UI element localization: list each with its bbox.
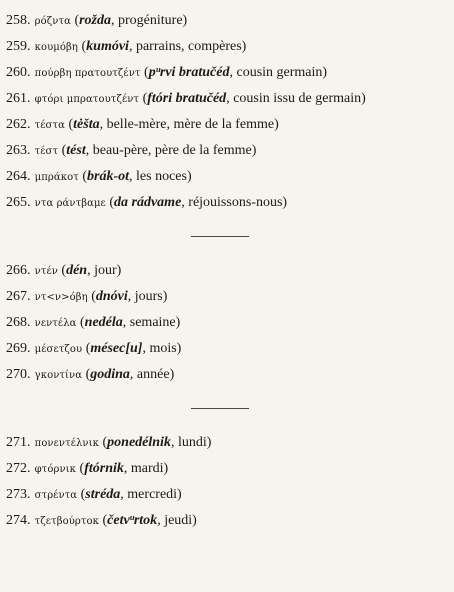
gloss: , jeudi)	[157, 513, 197, 528]
entry-number: 274.	[6, 513, 31, 528]
greek-word: φτόρι μπρατουτζέντ	[34, 94, 140, 105]
gloss: , jour)	[87, 263, 122, 278]
open-paren: (	[70, 13, 80, 28]
entry-group-1	[6, 8, 446, 216]
open-paren: (	[139, 91, 148, 106]
entry-number: 262.	[6, 117, 31, 132]
separator-rule	[191, 408, 249, 409]
open-paren: (	[98, 513, 108, 528]
open-paren: (	[87, 289, 96, 304]
gloss: , lundi)	[170, 435, 212, 450]
entry-265	[6, 190, 446, 216]
transliteration: tėšta	[73, 117, 100, 132]
greek-word: ρόζντα	[34, 16, 71, 27]
entry-272	[6, 456, 446, 482]
entry-number: 259.	[6, 39, 31, 54]
entry-268	[6, 310, 446, 336]
open-paren: (	[76, 461, 85, 476]
entry-261	[6, 86, 446, 112]
entry-number: 258.	[6, 13, 31, 28]
gloss: , réjouissons-nous)	[181, 195, 288, 210]
greek-word: τζετβούρτοκ	[34, 516, 99, 527]
transliteration: pᵘrvi bratučéd	[148, 65, 230, 80]
entry-262	[6, 112, 446, 138]
greek-word: μπράκοτ	[34, 172, 79, 183]
open-paren: (	[58, 143, 67, 158]
entry-number: 273.	[6, 487, 31, 502]
transliteration: dnóvi	[95, 289, 128, 304]
entry-group-3	[6, 430, 446, 534]
greek-word: γκοντίνα	[34, 370, 83, 381]
entry-number: 268.	[6, 315, 31, 330]
gloss: , mercredi)	[120, 487, 182, 502]
entry-group-2	[6, 258, 446, 388]
entry-266	[6, 258, 446, 284]
entry-267	[6, 284, 446, 310]
transliteration: brák-ot	[87, 169, 130, 184]
gloss: , mois)	[142, 341, 182, 356]
greek-word: ντα ράντβαμε	[34, 198, 106, 209]
greek-word: μέσετζου	[34, 344, 83, 355]
entry-number: 261.	[6, 91, 31, 106]
section-separator	[6, 388, 446, 430]
transliteration: nedéla	[84, 315, 123, 330]
greek-word: ντέν	[34, 266, 58, 277]
gloss: , beau-père, père de la femme)	[85, 143, 257, 158]
open-paren: (	[140, 65, 149, 80]
entry-270	[6, 362, 446, 388]
greek-word: στρέντα	[34, 490, 78, 501]
open-paren: (	[105, 195, 115, 210]
entry-number: 260.	[6, 65, 31, 80]
gloss: , progéniture)	[111, 13, 188, 28]
entry-number: 271.	[6, 435, 31, 450]
open-paren: (	[82, 341, 91, 356]
open-paren: (	[64, 117, 74, 132]
gloss: , semaine)	[122, 315, 181, 330]
transliteration: godina	[90, 367, 130, 382]
transliteration: četvᵘrtok	[107, 513, 158, 528]
transliteration: tést	[66, 143, 86, 158]
greek-word: κουμόβη	[34, 42, 78, 53]
transliteration: rožda	[79, 13, 112, 28]
section-separator	[6, 216, 446, 258]
entry-number: 272.	[6, 461, 31, 476]
gloss: , les noces)	[129, 169, 192, 184]
entry-271	[6, 430, 446, 456]
gloss: , parrains, compères)	[128, 39, 247, 54]
greek-word: ντ<ν>όβη	[34, 292, 88, 303]
entry-260	[6, 60, 446, 86]
entry-259	[6, 34, 446, 60]
transliteration: dén	[66, 263, 88, 278]
entry-258	[6, 8, 446, 34]
entry-number: 266.	[6, 263, 31, 278]
entry-263	[6, 138, 446, 164]
greek-word: νεντέλα	[34, 318, 77, 329]
open-paren: (	[82, 367, 91, 382]
transliteration: kumóvi	[86, 39, 129, 54]
greek-word: τέστα	[34, 120, 65, 131]
separator-rule	[191, 236, 249, 237]
open-paren: (	[77, 39, 87, 54]
gloss: , mardi)	[123, 461, 169, 476]
entry-number: 265.	[6, 195, 31, 210]
entry-number: 264.	[6, 169, 31, 184]
greek-word: φτόρνικ	[34, 464, 77, 475]
entry-number: 270.	[6, 367, 31, 382]
open-paren: (	[76, 315, 85, 330]
gloss: , cousin germain)	[229, 65, 328, 80]
entry-number: 267.	[6, 289, 31, 304]
entry-number: 263.	[6, 143, 31, 158]
transliteration: ftóri bratučéd	[147, 91, 227, 106]
gloss: , belle-mère, mère de la femme)	[99, 117, 279, 132]
greek-word: πονεντέλνικ	[34, 438, 99, 449]
transliteration: mésec[u]	[90, 341, 143, 356]
entry-number: 269.	[6, 341, 31, 356]
entry-269	[6, 336, 446, 362]
greek-word: τέστ	[34, 146, 59, 157]
open-paren: (	[78, 169, 88, 184]
open-paren: (	[98, 435, 108, 450]
greek-word: πούρβη πρατουτζέντ	[34, 68, 141, 79]
entry-264	[6, 164, 446, 190]
gloss: , année)	[129, 367, 175, 382]
open-paren: (	[57, 263, 67, 278]
transliteration: ponedélnik	[107, 435, 171, 450]
transliteration: ftórnik	[84, 461, 124, 476]
entry-273	[6, 482, 446, 508]
entry-274	[6, 508, 446, 534]
gloss: , jours)	[127, 289, 168, 304]
transliteration: stréda	[85, 487, 121, 502]
gloss: , cousin issu de germain)	[226, 91, 366, 106]
transliteration: da rádvame	[114, 195, 182, 210]
open-paren: (	[77, 487, 86, 502]
